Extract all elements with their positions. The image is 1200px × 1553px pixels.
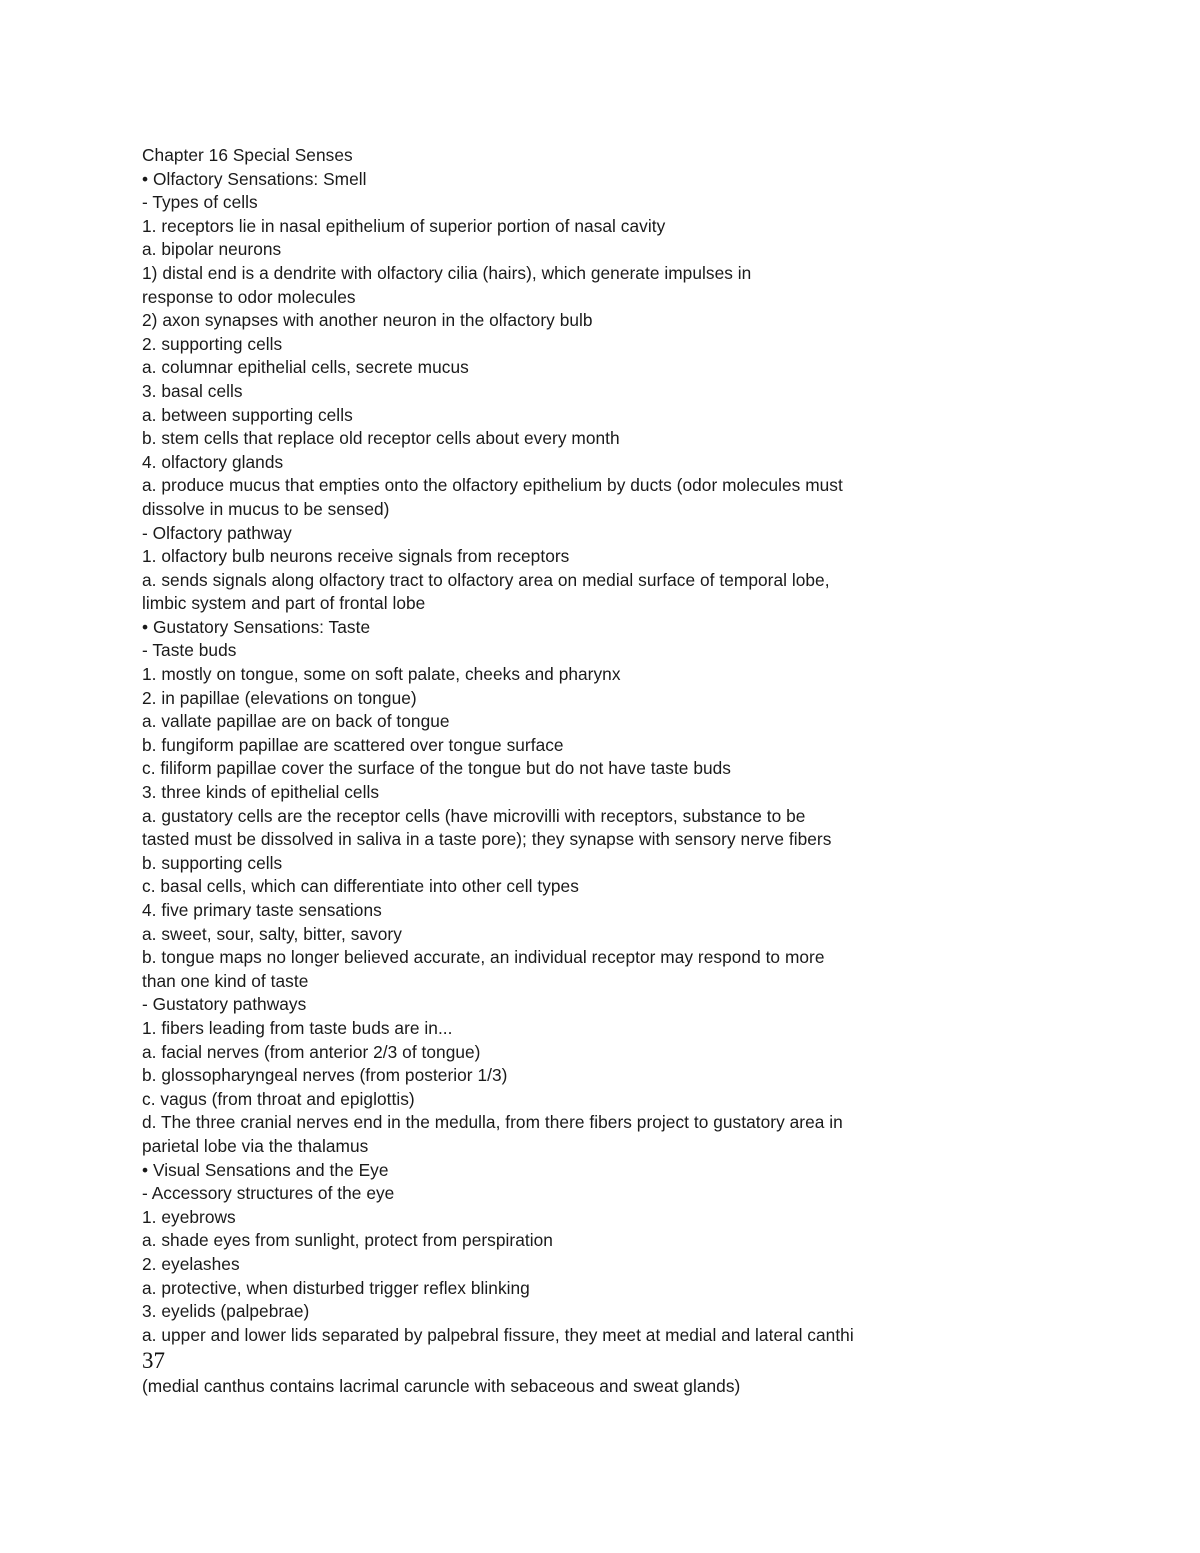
text-line: 1) distal end is a dendrite with olfactory cilia (hairs), which generate impulses in [142,262,752,283]
text-line: than one kind of taste [142,970,309,991]
text-line: c. vagus (from throat and epiglottis) [142,1088,415,1109]
text-line: 1. receptors lie in nasal epithelium of superior portion of nasal cavity [142,215,666,236]
text-line: 4. five primary taste sensations [142,900,382,920]
text-line: • Gustatory Sensations: Taste [142,616,371,637]
text-line: c. filiform papillae cover the surface of the tongue but do not have taste buds [142,758,731,779]
text-line: - Taste buds [142,640,237,661]
text-line: • Olfactory Sensations: Smell [142,168,367,189]
text-line: a. shade eyes from sunlight, protect from perspiration [142,1230,553,1251]
text-line: d. The three cranial nerves end in the medulla, from there fibers project to gustatory area in [142,1112,843,1133]
text-line: • Visual Sensations and the Eye [142,1159,389,1180]
text-line: 3. basal cells [142,380,243,401]
text-line: a. vallate papillae are on back of tongue [142,711,450,732]
text-line: - Gustatory pathways [142,994,307,1015]
text-line: a. gustatory cells are the receptor cells (have microvilli with receptors, substance to be [142,805,806,826]
page-number: 37 [142,1348,166,1374]
text-line: a. columnar epithelial cells, secrete mucus [142,357,469,378]
text-line: b. stem cells that replace old receptor cells about every month [142,428,620,449]
text-line: 1. mostly on tongue, some on soft palate, cheeks and pharynx [142,664,621,685]
text-line: 4. olfactory glands [142,451,284,472]
text-line: b. glossopharyngeal nerves (from posterior 1/3) [142,1065,508,1086]
text-line: 2) axon synapses with another neuron in the olfactory bulb [142,310,593,331]
text-line: 1. olfactory bulb neurons receive signals from receptors [142,546,570,567]
text-line: 3. three kinds of epithelial cells [142,782,380,803]
text-line: - Types of cells [142,192,258,213]
continuation-line: (medial canthus contains lacrimal caruncle with sebaceous and sweat glands) [142,1376,741,1397]
text-line: a. sweet, sour, salty, bitter, savory [142,923,402,944]
text-line: 1. eyebrows [142,1206,236,1227]
text-line: - Accessory structures of the eye [142,1183,395,1204]
text-line: 1. fibers leading from taste buds are in... [142,1017,453,1038]
text-line: a. produce mucus that empties onto the olfactory epithelium by ducts (odor molecules must [142,475,843,496]
text-line: b. fungiform papillae are scattered over tongue surface [142,734,564,755]
text-line: 2. supporting cells [142,333,283,354]
text-line: 2. in papillae (elevations on tongue) [142,687,417,708]
document-body [142,144,1142,1399]
text-line: 2. eyelashes [142,1253,240,1274]
text-line: dissolve in mucus to be sensed) [142,498,390,519]
text-line: tasted must be dissolved in saliva in a taste pore); they synapse with sensory nerve fibers [142,829,832,850]
text-line: b. supporting cells [142,852,283,873]
text-line: a. facial nerves (from anterior 2/3 of tongue) [142,1041,481,1062]
text-line: - Olfactory pathway [142,522,292,543]
text-line: parietal lobe via the thalamus [142,1135,369,1156]
text-line: c. basal cells, which can differentiate into other cell types [142,876,579,897]
text-line: response to odor molecules [142,286,356,307]
chapter-title: Chapter 16 Special Senses [142,145,353,165]
text-line: 3. eyelids (palpebrae) [142,1301,310,1322]
text-line: limbic system and part of frontal lobe [142,593,426,614]
text-line: b. tongue maps no longer believed accurate, an individual receptor may respond to more [142,947,825,968]
text-line: a. sends signals along olfactory tract to olfactory area on medial surface of temporal lobe, [142,569,830,590]
text-line: a. between supporting cells [142,404,353,425]
text-line: a. bipolar neurons [142,239,282,260]
text-line: a. upper and lower lids separated by palpebral fissure, they meet at medial and lateral canthi [142,1324,854,1345]
text-line: a. protective, when disturbed trigger reflex blinking [142,1277,530,1298]
